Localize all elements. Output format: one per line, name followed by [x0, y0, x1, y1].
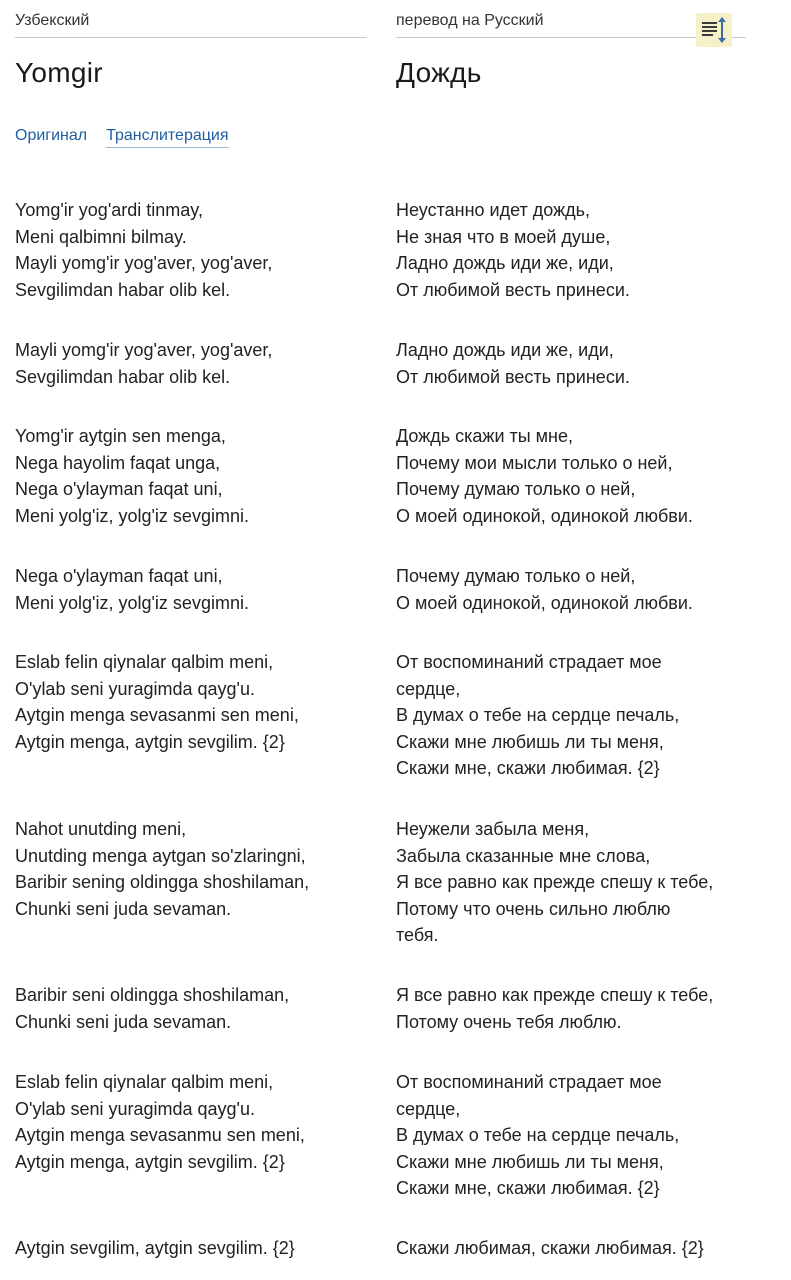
lyric-line: От воспоминаний страдает мое	[396, 652, 662, 672]
lyric-line: Unutding menga aytgan so'zlaringni,	[15, 845, 306, 866]
lyric-line: Sevgilimdan habar olib kel.	[15, 279, 231, 300]
lyric-line: О моей одинокой, одинокой любви.	[396, 505, 693, 526]
tab-transliteration[interactable]: Транслитерация	[106, 126, 228, 148]
lyric-line: Eslab felin qiynalar qalbim meni,	[15, 1072, 274, 1092]
lyric-line: тебя.	[396, 925, 439, 945]
original-header-divider	[15, 37, 367, 38]
lyric-line: Дождь скажи ты мне,	[396, 426, 574, 446]
lyric-line: Aytgin menga sevasanmi sen meni,	[15, 705, 299, 725]
lyric-line: Nega hayolim faqat unga,	[15, 452, 221, 473]
translation-stanza	[396, 423, 756, 529]
lyric-line: Aytgin menga sevasanmu sen meni,	[15, 1125, 305, 1145]
translation-stanza	[396, 1235, 756, 1262]
lyric-line: Mayli yomg'ir yog'aver, yog'aver,	[15, 253, 273, 273]
lyric-line: Скажи мне любишь ли ты меня,	[396, 1151, 664, 1172]
lyric-line: О моей одинокой, одинокой любви.	[396, 592, 693, 613]
lyric-line: Забыла сказанные мне слова,	[396, 845, 651, 866]
translation-stanza	[396, 563, 756, 616]
lyric-line: Неустанно идет дождь,	[396, 200, 591, 220]
translation-language-label: перевод на Русский	[396, 12, 544, 29]
lyric-line: Baribir sening oldingga shoshilaman,	[15, 872, 310, 892]
translation-stanza	[396, 649, 756, 782]
translation-song-title: Дождь	[396, 57, 482, 88]
lyric-line: Не зная что в моей душе,	[396, 226, 611, 247]
original-stanza	[15, 649, 375, 755]
lyric-line: Почему думаю только о ней,	[396, 479, 636, 499]
original-stanza	[15, 423, 375, 529]
lyric-line: Скажи любимая, скажи любимая. {2}	[396, 1238, 704, 1258]
lyric-line: Aytgin menga, aytgin sevgilim. {2}	[15, 731, 285, 752]
lyric-line: Неужели забыла меня,	[396, 819, 590, 839]
lyric-line: Sevgilimdan habar olib kel.	[15, 366, 231, 387]
lyric-line: Я все равно как прежде спешу к тебе,	[396, 985, 714, 1005]
lyric-line: Nahot unutding meni,	[15, 819, 187, 839]
lyric-line: сердце,	[396, 1098, 461, 1119]
lyric-line: Meni qalbimni bilmay.	[15, 226, 187, 247]
lyric-line: Eslab felin qiynalar qalbim meni,	[15, 652, 274, 672]
lyric-line: Скажи мне любишь ли ты меня,	[396, 731, 664, 752]
lyric-line: Скажи мне, скажи любимая. {2}	[396, 758, 660, 778]
lyric-line: От любимой весть принеси.	[396, 366, 630, 387]
original-song-title: Yomgir	[15, 57, 103, 88]
original-stanza	[15, 1069, 375, 1175]
lyric-line: Почему мои мысли только о ней,	[396, 452, 673, 473]
lyric-line: Потому что очень сильно люблю	[396, 898, 671, 919]
original-stanza	[15, 197, 375, 303]
lyric-line: Я все равно как прежде спешу к тебе,	[396, 872, 714, 892]
lyric-line: Aytgin menga, aytgin sevgilim. {2}	[15, 1151, 285, 1172]
lyric-line: Ладно дождь иди же, иди,	[396, 253, 614, 273]
lyric-line: O'ylab seni yuragimda qayg'u.	[15, 1098, 256, 1119]
script-mode-tabs	[15, 126, 248, 148]
lyric-line: Потому очень тебя люблю.	[396, 1011, 622, 1032]
lyric-line: Yomg'ir aytgin sen menga,	[15, 426, 226, 446]
translation-stanza	[396, 816, 756, 949]
lyric-line: От любимой весть принеси.	[396, 279, 630, 300]
lyric-line: O'ylab seni yuragimda qayg'u.	[15, 678, 256, 699]
lyric-line: Yomg'ir yog'ardi tinmay,	[15, 200, 203, 220]
original-stanza	[15, 982, 375, 1035]
lyric-line: Meni yolg'iz, yolg'iz sevgimni.	[15, 592, 249, 613]
original-language-label: Узбекский	[15, 12, 90, 29]
translation-stanza	[396, 1069, 756, 1202]
translation-stanza	[396, 982, 756, 1035]
lyric-line: В думах о тебе на сердце печаль,	[396, 705, 680, 725]
lyric-line: Mayli yomg'ir yog'aver, yog'aver,	[15, 340, 273, 360]
lyric-line: Nega o'ylayman faqat uni,	[15, 479, 223, 499]
original-stanza	[15, 816, 375, 922]
lyric-line: Chunki seni juda sevaman.	[15, 1011, 232, 1032]
lyric-line: Скажи мне, скажи любимая. {2}	[396, 1178, 660, 1198]
lyric-line: Chunki seni juda sevaman.	[15, 898, 232, 919]
lyric-line: Aytgin sevgilim, aytgin sevgilim. {2}	[15, 1238, 295, 1258]
lyric-line: сердце,	[396, 678, 461, 699]
translation-header-divider	[396, 37, 746, 38]
lyric-line: Ладно дождь иди же, иди,	[396, 340, 614, 360]
lyric-line: Nega o'ylayman faqat uni,	[15, 566, 223, 586]
original-stanza	[15, 1235, 375, 1262]
original-stanza	[15, 337, 375, 390]
lyric-line: Meni yolg'iz, yolg'iz sevgimni.	[15, 505, 249, 526]
translation-stanza	[396, 337, 756, 390]
tab-original[interactable]: Оригинал	[15, 127, 88, 144]
lyric-line: Baribir seni oldingga shoshilaman,	[15, 985, 290, 1005]
lyric-line: Почему думаю только о ней,	[396, 566, 636, 586]
original-stanza	[15, 563, 375, 616]
lyric-line: В думах о тебе на сердце печаль,	[396, 1125, 680, 1145]
text-settings-icon	[700, 16, 728, 44]
lyric-line: От воспоминаний страдает мое	[396, 1072, 662, 1092]
translation-stanza	[396, 197, 756, 303]
text-settings-button[interactable]	[696, 13, 732, 47]
